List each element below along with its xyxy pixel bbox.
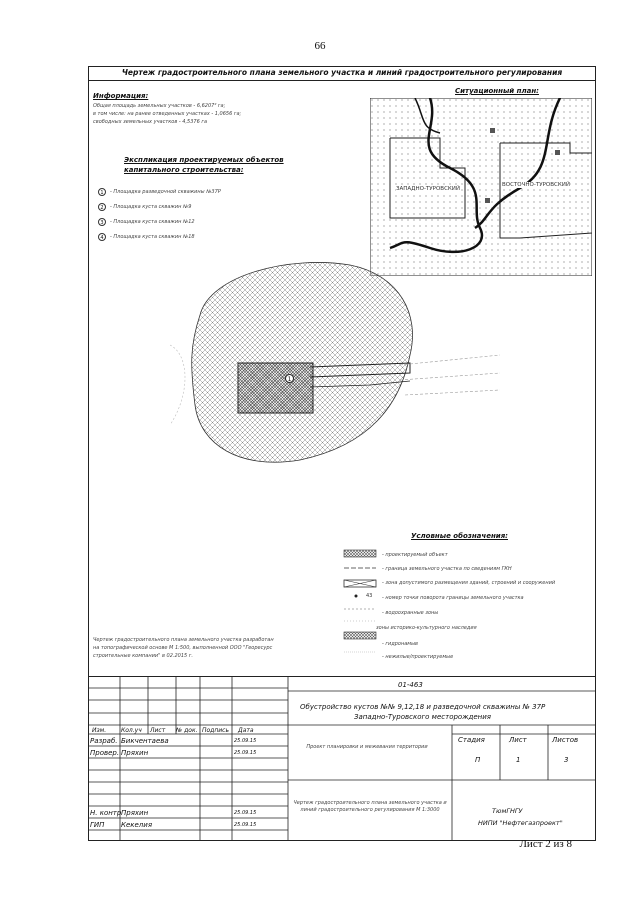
role-norm-control: Н. контр bbox=[90, 809, 122, 817]
col-header-count: Кол.уч bbox=[121, 727, 142, 734]
date-checker: 25.09.15 bbox=[234, 750, 257, 756]
legend-item-1: - проектируемый объект bbox=[382, 552, 448, 558]
page-footer: Лист 2 из 8 bbox=[519, 838, 572, 850]
explication-heading-2: капитального строительства: bbox=[124, 166, 244, 174]
col-header-sign: Подпись bbox=[202, 727, 229, 734]
name-chief-engineer: Кекелия bbox=[121, 821, 153, 829]
explication-heading-1: Экспликация проектируемых объектов bbox=[124, 156, 284, 164]
legend-point-label: 43 bbox=[366, 593, 373, 599]
date-norm-control: 25.09.15 bbox=[234, 810, 257, 816]
legend-item-3: - зона допустимого размещения зданий, строений и сооружений bbox=[382, 580, 556, 586]
situation-label-west: ЗАПАДНО-ТУРОВСКИЙ bbox=[396, 186, 461, 192]
legend-heading: Условные обозначения: bbox=[411, 532, 508, 540]
explication-marker-3: 3 bbox=[98, 218, 106, 226]
legend-item-2: - граница земельного участка по сведениям ГКН bbox=[382, 566, 512, 572]
col-header-change: Изм. bbox=[92, 727, 107, 734]
explication-item-2: - Площадка куста скважин №9 bbox=[110, 204, 192, 210]
explication-item-1: - Площадка разведочной скважины №37Р bbox=[110, 189, 221, 195]
role-chief-engineer: ГИП bbox=[90, 821, 105, 829]
doc-code: 01-463 bbox=[398, 681, 423, 689]
explication-marker-4: 4 bbox=[98, 233, 106, 241]
info-line-3: свободных земельных участков - 4,5376 га bbox=[93, 119, 208, 125]
role-developer: Разраб. bbox=[90, 737, 118, 745]
explication-marker-2: 2 bbox=[98, 203, 106, 211]
date-developer: 25.09.15 bbox=[234, 738, 257, 744]
note-line-3: строительные компании" в 02.2015 г. bbox=[93, 653, 194, 659]
info-heading: Информация: bbox=[93, 92, 149, 100]
info-line-1: Общая площадь земельных участков - 6,6207² га; bbox=[93, 103, 226, 109]
name-checker: Пряхин bbox=[121, 749, 149, 757]
date-chief-engineer: 25.09.15 bbox=[234, 822, 257, 828]
legend-symbol-project bbox=[344, 550, 376, 557]
legend-item-6: зоны историко-культурного наследия bbox=[376, 625, 477, 631]
note-line-1: Чертеж градостроительного плана земельного участка разработан bbox=[93, 637, 274, 643]
legend-item-5: - водоохранные зоны bbox=[382, 610, 439, 616]
sheets-value: 3 bbox=[564, 756, 569, 764]
sheets-label: Листов bbox=[552, 736, 579, 744]
note-line-2: на топографической основе М 1:500, выполненной ООО "Георесурс bbox=[93, 645, 273, 651]
title-divider bbox=[88, 80, 596, 81]
legend-item-8: - нежилые/проектируемые bbox=[382, 654, 454, 660]
explication-item-4: - Площадка куста скважин №18 bbox=[110, 234, 195, 240]
org-university: ТюмГНГУ bbox=[492, 807, 523, 815]
section-name: Проект планировки и межевания территории bbox=[306, 744, 428, 750]
site-marker-1: 1 bbox=[285, 374, 294, 383]
org-institute: НИПИ "Нефтегазпроект" bbox=[478, 819, 563, 827]
explication-marker-1: 1 bbox=[98, 188, 106, 196]
legend-item-7: - гидронамыв bbox=[382, 641, 418, 647]
stage-value: П bbox=[475, 756, 481, 764]
main-plan-drawing bbox=[170, 255, 500, 480]
situation-label-east: ВОСТОЧНО-ТУРОВСКИЙ bbox=[502, 182, 570, 188]
project-title-1: Обустройство кустов №№ 9,12,18 и разведочной скважины № 37Р bbox=[300, 703, 546, 711]
role-checker: Провер. bbox=[90, 749, 120, 757]
sheet-label: Лист bbox=[509, 736, 527, 744]
col-header-doc: № док. bbox=[176, 727, 198, 734]
project-title-2: Западно-Туровского месторождения bbox=[354, 713, 491, 721]
name-developer: Бикчентаева bbox=[121, 737, 169, 745]
drawing-title: Чертеж градостроительного плана земельного участка и линий градостроительного регулирования bbox=[121, 68, 563, 77]
col-header-date: Дата bbox=[238, 727, 254, 734]
info-line-2: в том числе: на ранее отведенных участках - 1,0656 га; bbox=[93, 111, 242, 117]
situation-plan-heading: Ситуационный план: bbox=[455, 87, 539, 95]
sheet-title: Чертеж градостроительного плана земельного участка и линий градостроительного регулирования М 1:3000 bbox=[293, 800, 447, 813]
legend-symbols bbox=[342, 548, 380, 660]
col-header-sheet: Лист bbox=[150, 727, 166, 734]
sheet-value: 1 bbox=[516, 756, 521, 764]
page-number: 66 bbox=[314, 40, 326, 52]
name-norm-control: Пряхин bbox=[121, 809, 149, 817]
legend-item-4: - номер точки поворота границы земельного участка bbox=[382, 595, 524, 601]
explication-item-3: - Площадка куста скважин №12 bbox=[110, 219, 195, 225]
stage-label: Стадия bbox=[458, 736, 485, 744]
